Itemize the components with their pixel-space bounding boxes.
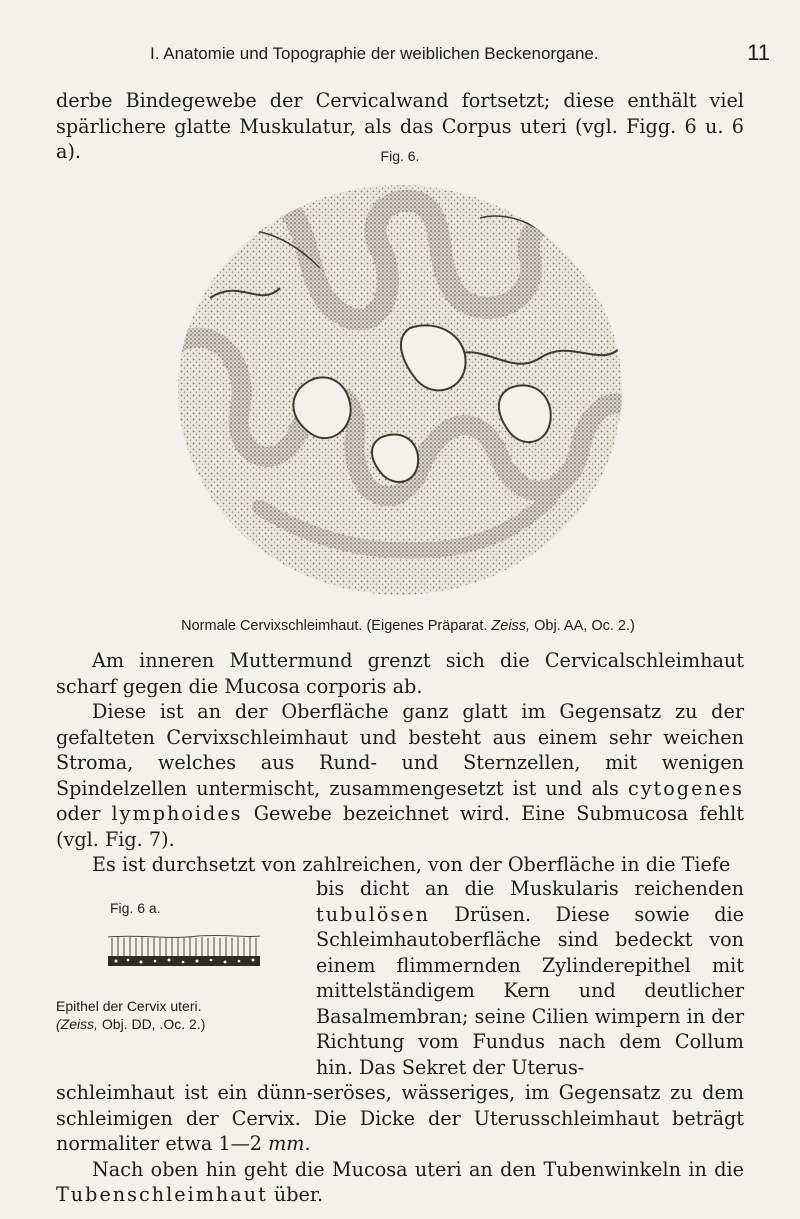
figure-6-caption [58, 618, 758, 634]
page-number: 11 [747, 40, 770, 65]
running-head-title: I. Anatomie und Topographie der weiblichen Beckenorgane. [150, 44, 599, 63]
paragraph-3-wrap-a: bis dicht an die Muskularis reichenden [316, 877, 744, 900]
paragraph-intro-text: derbe Bindegewebe der Cervicalwand fortsetzt; diese enthält viel spärlichere glatte Muskulatur, als das Corpus uteri (vgl. Figg. 6 u. 6 a). [56, 89, 744, 163]
paragraph-1: Am inneren Muttermund grenzt sich die Cervicalschleimhaut scharf gegen die Mucosa corporis ab. [56, 649, 744, 698]
main-text-block [56, 648, 744, 878]
figure-6-label: Fig. 6. [380, 148, 420, 164]
figure-6a-caption-zeiss: (Zeiss, [56, 1016, 98, 1032]
paragraph-4 [56, 1157, 744, 1208]
paragraph-4-tubenschleimhaut: Tubenschleimhaut [56, 1183, 268, 1206]
figure-6a-caption-rest: Obj. DD, .Oc. 2.) [98, 1016, 206, 1032]
paragraph-2 [56, 699, 744, 852]
paragraph-3-first-line: Es ist durchsetzt von zahlreichen, von der Oberfläche in die Tiefe [92, 853, 731, 876]
figure-6-histology-image [150, 178, 650, 598]
paragraph-3-tail-unit: mm. [268, 1132, 311, 1155]
paragraph-4-a: Nach oben hin geht die Mucosa uteri an den Tubenwinkeln in die [92, 1157, 744, 1181]
running-head [150, 38, 770, 66]
figure-6-caption-prefix: Normale Cervixschleimhaut. (Eigenes Präparat. [181, 618, 492, 634]
figure-6a-caption-line-1: Epithel der Cervix uteri. [56, 998, 202, 1014]
figure-6a-epithelium-image [108, 934, 260, 970]
tail-text-block [56, 1080, 744, 1208]
paragraph-2-cytogenes: cytogenes [627, 776, 744, 800]
paragraph-3-tubuloesen: tubulösen [316, 902, 430, 926]
paragraph-3-tail [56, 1080, 744, 1157]
figure-6-caption-zeiss: Zeiss, [491, 618, 531, 634]
paragraph-2-lymphoides: lymphoides [111, 802, 243, 825]
paragraph-4-b: über. [267, 1183, 324, 1206]
paragraph-3-wrap-b: Drüsen. Diese sowie die Schleimhautoberfläche sind bedeckt von einem flimmernden Zylinderepithel mit mittelständigem Kern und deutlicher Basalmembran; seine Cilien wimpern in der Richtung vom Fundus nach dem Collum hin. Das Sekret der Uterus- [316, 902, 744, 1079]
paragraph-2-mid: oder [56, 802, 112, 825]
paragraph-2-b: Gewebe bezeichnet wird. Eine Submucosa fehlt (vgl. Fig. 7). [56, 802, 744, 851]
figure-6a-label: Fig. 6 a. [110, 900, 161, 916]
figure-6a-caption-line-2 [56, 1016, 205, 1032]
figure-6-caption-suffix: Obj. AA, Oc. 2.) [530, 618, 635, 634]
paragraph-3-wrapped [316, 876, 744, 1080]
paragraph-2-a: Diese ist an der Oberfläche ganz glatt im Gegensatz zu der gefalteten Cervixschleimhaut und besteht aus einem sehr weichen Stroma, welches aus Rund- und Sternzellen, mit wenigen Spindelzellen untermischt, zusammengesetzt ist und als [56, 700, 744, 800]
paragraph-3-tail-a: schleimhaut ist ein dünn-seröses, wässeriges, im Gegensatz zu dem schleimigen der Cervix. Die Dicke der Uterusschleimhaut beträgt normaliter etwa 1—2 [56, 1081, 744, 1155]
figure-6a [56, 900, 276, 1050]
